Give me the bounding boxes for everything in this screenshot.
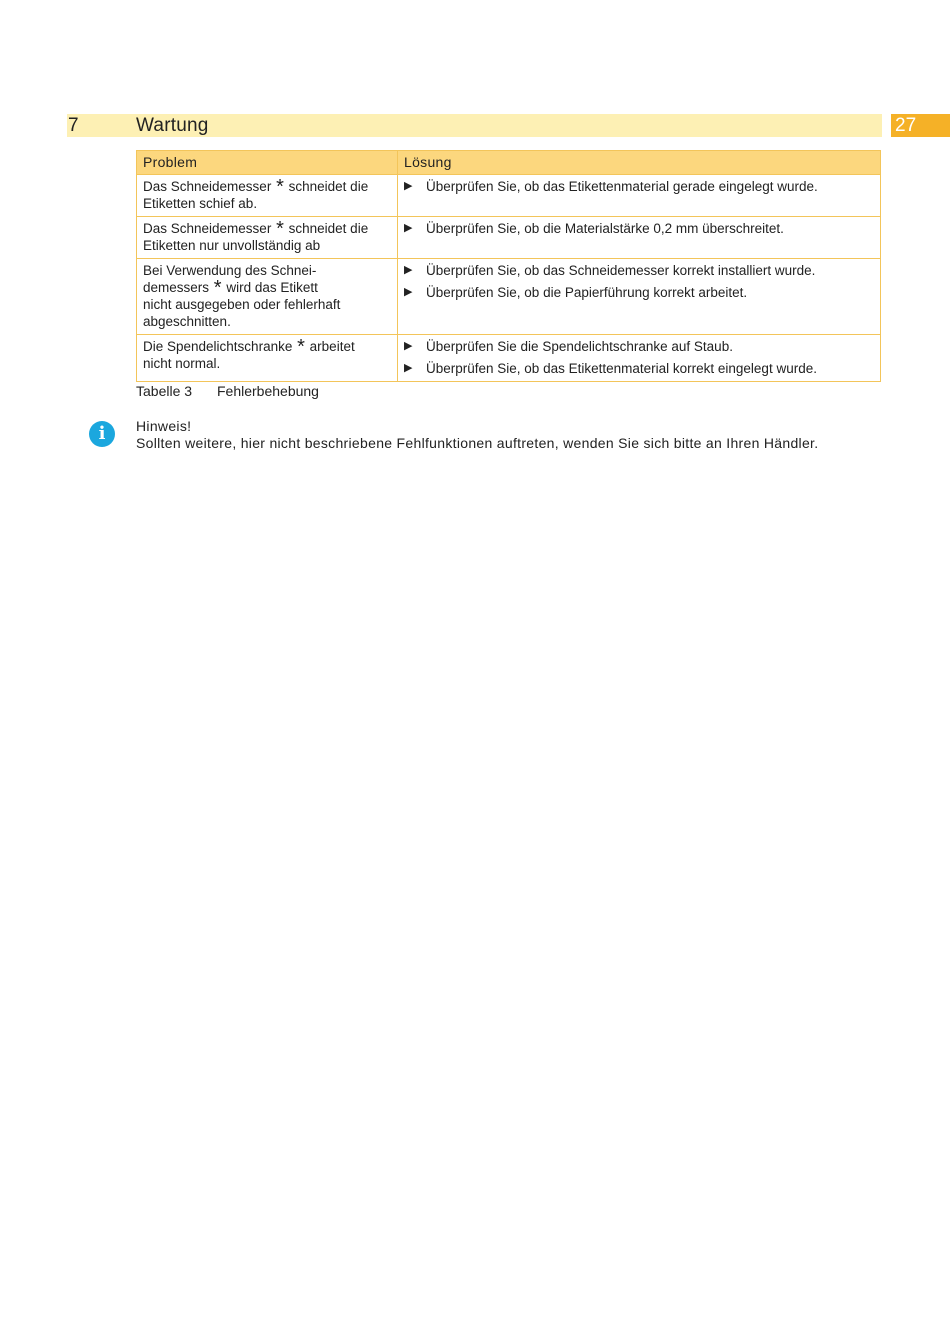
table-row <box>137 217 881 259</box>
solution-cell <box>398 217 881 259</box>
problem-line: abgeschnitten. <box>143 314 231 329</box>
problem-line: Etiketten nur unvollständig ab <box>143 238 321 253</box>
table-row <box>137 335 881 382</box>
solution-item <box>404 284 874 301</box>
page-number: 27 <box>891 114 950 137</box>
asterisk-marker: * <box>276 218 284 240</box>
arrow-bullet-icon: ▶ <box>404 264 413 276</box>
solution-item <box>404 262 874 279</box>
note-block <box>136 418 818 452</box>
problem-text: arbeitet <box>309 339 355 354</box>
solution-cell <box>398 335 881 382</box>
solution-item <box>404 360 874 377</box>
problem-cell <box>137 259 398 335</box>
arrow-bullet-icon: ▶ <box>404 222 413 234</box>
note-title: Hinweis! <box>136 418 192 434</box>
chapter-title: Wartung <box>136 115 209 136</box>
problem-line: nicht ausgegeben oder fehlerhaft <box>143 297 341 312</box>
solution-text: Überprüfen Sie, ob das Etikettenmaterial gerade eingelegt wurde. <box>426 179 818 194</box>
problem-text: schneidet die <box>288 179 369 194</box>
solution-text: Überprüfen Sie, ob das Etikettenmaterial korrekt eingelegt wurde. <box>426 361 817 376</box>
problem-text: schneidet die <box>288 221 369 236</box>
solution-item <box>404 178 874 195</box>
arrow-bullet-icon: ▶ <box>404 180 413 192</box>
problem-text: Die Spendelichtschranke <box>143 339 293 354</box>
table-row <box>137 259 881 335</box>
problem-cell <box>137 175 398 217</box>
asterisk-marker: * <box>276 176 284 198</box>
solution-text: Überprüfen Sie, ob die Materialstärke 0,2 mm überschreitet. <box>426 221 784 236</box>
chapter-number: 7 <box>68 115 79 136</box>
problem-line <box>143 277 391 299</box>
table-row <box>137 175 881 217</box>
problem-text: wird das Etikett <box>226 280 318 295</box>
problem-cell <box>137 335 398 382</box>
caption-text: Fehlerbehebung <box>217 383 319 399</box>
problem-line: Bei Verwendung des Schnei- <box>143 263 317 278</box>
problem-line: Etiketten schief ab. <box>143 196 258 211</box>
solution-text: Überprüfen Sie, ob das Schneidemesser korrekt installiert wurde. <box>426 263 816 278</box>
arrow-bullet-icon: ▶ <box>404 340 413 352</box>
solution-cell <box>398 175 881 217</box>
problem-cell <box>137 217 398 259</box>
arrow-bullet-icon: ▶ <box>404 286 413 298</box>
solution-text: Überprüfen Sie, ob die Papierführung korrekt arbeitet. <box>426 285 748 300</box>
table-body <box>137 175 881 382</box>
problem-line: nicht normal. <box>143 356 221 371</box>
problem-text: demessers <box>143 280 210 295</box>
arrow-bullet-icon: ▶ <box>404 362 413 374</box>
asterisk-marker: * <box>213 277 222 299</box>
table-caption <box>136 383 319 400</box>
table-header-row <box>137 151 881 175</box>
problem-text: Das Schneidemesser <box>143 221 272 236</box>
problem-line <box>143 176 391 198</box>
solution-item <box>404 220 874 237</box>
caption-label: Tabelle 3 <box>136 383 193 399</box>
solution-text: Überprüfen Sie die Spendelichtschranke auf Staub. <box>426 339 733 354</box>
column-header-problem: Problem <box>137 151 398 175</box>
asterisk-marker: * <box>297 336 305 358</box>
problem-line <box>143 336 391 358</box>
note-text: Sollten weitere, hier nicht beschriebene Fehlfunktionen auftreten, wenden Sie sich bitte an Ihren Händler. <box>136 435 819 451</box>
problem-text: Das Schneidemesser <box>143 179 272 194</box>
solution-item <box>404 338 874 355</box>
info-icon: i <box>89 421 115 447</box>
problem-line <box>143 218 391 240</box>
troubleshooting-table <box>136 150 881 382</box>
column-header-solution: Lösung <box>398 151 881 175</box>
solution-cell <box>398 259 881 335</box>
